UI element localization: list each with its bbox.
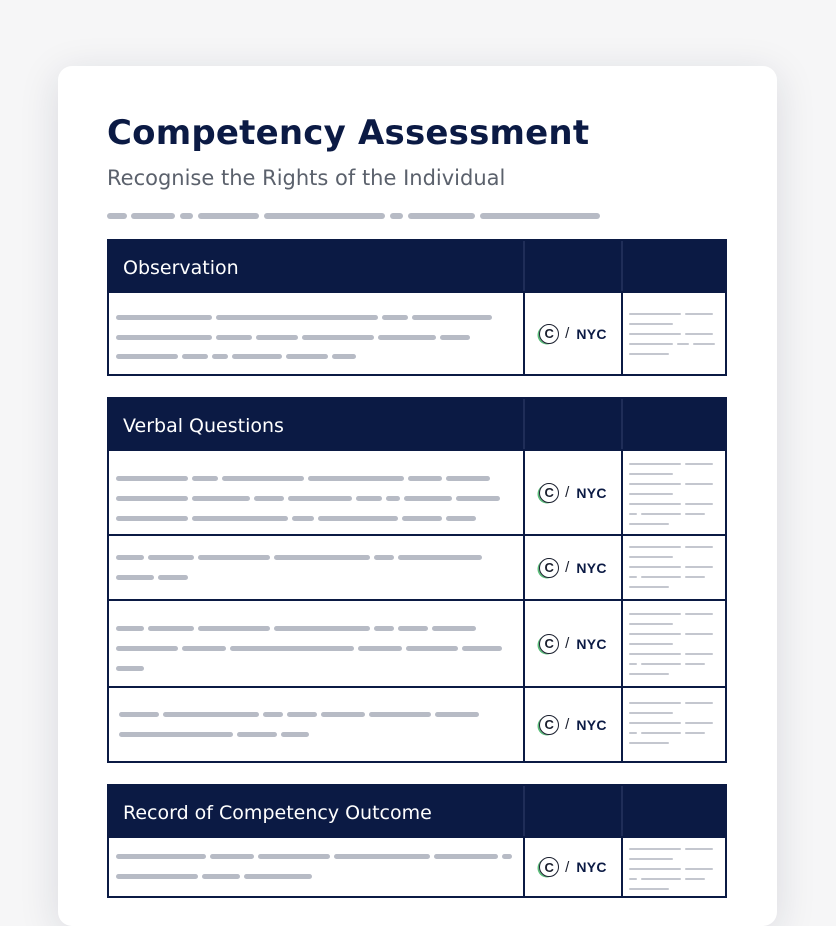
competent-option[interactable]: C [539,324,559,344]
competency-selector[interactable] [523,293,621,374]
option-separator: / [565,484,570,501]
table-row [107,536,727,601]
table-row [107,688,727,763]
not-yet-competent-option[interactable]: NYC [576,716,607,733]
competent-option[interactable]: C [539,715,559,735]
option-separator: / [565,858,570,876]
section-title: Record of Competency Outcome [123,802,432,824]
assessor-notes-scribble [621,451,725,534]
competent-option[interactable]: C [539,558,559,578]
assessor-notes-scribble [621,838,725,896]
assessor-notes-scribble [621,688,725,761]
not-yet-competent-option[interactable]: NYC [576,635,607,652]
table-row [107,838,727,898]
table-row [107,293,727,376]
page-subtitle: Recognise the Rights of the Individual [107,166,506,190]
section-header [107,239,727,293]
competency-selector[interactable] [523,601,621,686]
page-title: Competency Assessment [107,113,590,153]
assessor-notes-scribble [621,293,725,374]
section-header [107,784,727,838]
competency-selector[interactable] [523,451,621,534]
section-observation [107,239,727,376]
table-row [107,601,727,688]
question-text-placeholder [109,293,523,374]
section-verbal-questions [107,397,727,763]
question-text-placeholder [109,536,523,599]
option-separator: / [565,716,570,733]
section-title: Observation [123,257,239,279]
section-title: Verbal Questions [123,415,284,437]
competency-selector[interactable] [523,688,621,761]
competency-selector[interactable] [523,536,621,599]
option-separator: / [565,635,570,652]
assessor-notes-scribble [621,536,725,599]
question-text-placeholder [109,838,523,896]
table-row [107,451,727,536]
question-text-placeholder [109,451,523,534]
option-separator: / [565,559,570,576]
not-yet-competent-option[interactable]: NYC [576,325,607,342]
section-header [107,397,727,451]
question-text-placeholder [109,601,523,686]
option-separator: / [565,325,570,342]
question-text-placeholder [109,688,523,761]
competent-option[interactable]: C [539,483,559,503]
assessor-notes-scribble [621,601,725,686]
not-yet-competent-option[interactable]: NYC [576,559,607,576]
competency-selector[interactable] [523,838,621,896]
not-yet-competent-option[interactable]: NYC [576,484,607,501]
section-record-of-competency-outcome [107,784,727,898]
competent-option[interactable]: C [539,634,559,654]
competent-option[interactable]: C [539,857,559,877]
not-yet-competent-option[interactable]: NYC [576,859,607,875]
